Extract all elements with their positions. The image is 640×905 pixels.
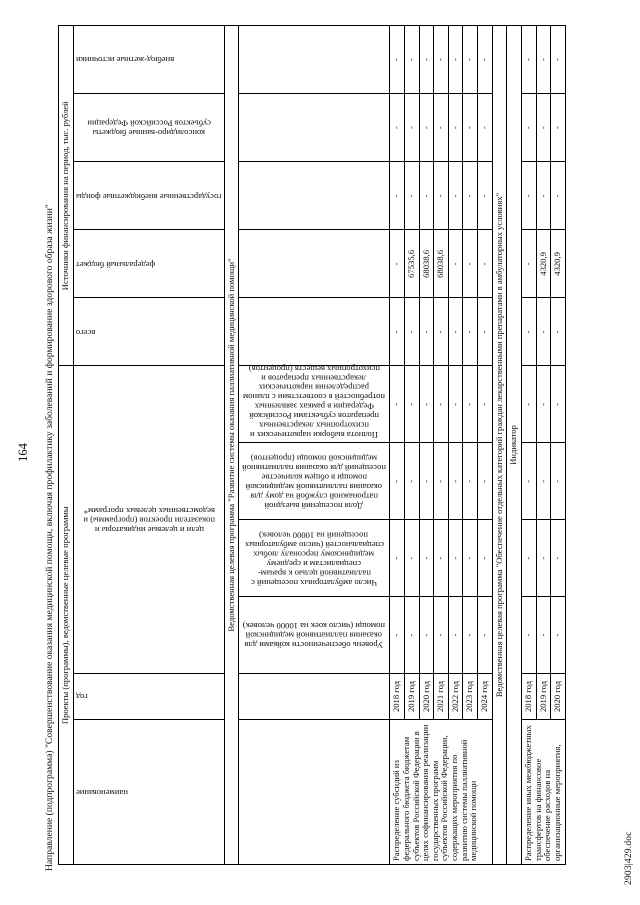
total-value: - — [463, 298, 478, 366]
year-cell: 2024 год — [478, 673, 493, 719]
state-value: - — [404, 162, 419, 230]
subprogram-palliative-row — [224, 26, 239, 865]
federal-value: - — [478, 230, 493, 298]
extrabudget-value: - — [478, 26, 493, 94]
indicator-label: Индикатор — [507, 26, 522, 865]
state-value: - — [463, 162, 478, 230]
section-2-name: Распределение иных межбюджетных трансфертов на финансовое обеспечение расходов на организационные мероприятия, — [521, 720, 565, 865]
year-cell: 2020 год — [551, 673, 566, 719]
state-value: - — [551, 162, 566, 230]
indicator-2-value: - — [419, 520, 434, 597]
indicator-3-value: - — [434, 443, 449, 520]
extrabudget-value: - — [463, 26, 478, 94]
total-value: - — [390, 298, 405, 366]
extrabudget-value: - — [404, 26, 419, 94]
indicator-3-value: - — [390, 443, 405, 520]
indicator-1-value: - — [478, 597, 493, 674]
indicator-header-total-blank — [239, 298, 390, 366]
total-value: - — [448, 298, 463, 366]
table-row — [521, 26, 536, 865]
subprogram-drugs-title: Ведомственная целевая программа "Обеспечение отдельных категорий граждан лекарственными препаратами в амбулаторных условиях" — [492, 26, 507, 865]
indicator-2-value: - — [551, 520, 566, 597]
year-cell: 2019 год — [536, 673, 551, 719]
total-value: - — [478, 298, 493, 366]
year-cell: 2023 год — [463, 673, 478, 719]
col-header-state-extrabudget: государственные внебюджетные фонды — [73, 162, 224, 230]
year-cell: 2022 год — [448, 673, 463, 719]
indicator-3-value: - — [521, 443, 536, 520]
indicator-4-value: - — [478, 366, 493, 443]
indicator-header-consolidated-blank — [239, 94, 390, 162]
federal-value: - — [463, 230, 478, 298]
indicator-header-year-blank — [239, 673, 390, 719]
indicator-3-value: - — [536, 443, 551, 520]
state-value: - — [536, 162, 551, 230]
extrabudget-value: - — [390, 26, 405, 94]
consolidated-value: - — [390, 94, 405, 162]
col-header-year: год — [73, 673, 224, 719]
indicator-3-value: - — [463, 443, 478, 520]
subprogram-palliative-title: Ведомственная целевая программа "Развитие системы оказания паллиативной медицинской помощи" — [224, 26, 239, 865]
indicator-header-3: Доля посещений выездной патронажной службой на дому для оказания паллиативной медицинской помощи в общем количестве посещений для оказания паллиативной медицинской помощи (процентов) — [239, 443, 390, 520]
direction-heading: Направление (подпрограмма) "Совершенствование оказания медицинской помощи, включая профилактику заболеваний и формирование здорового образа жизни" — [44, 204, 55, 871]
indicator-1-value: - — [434, 597, 449, 674]
col-header-federal-budget: федеральный бюджет — [73, 230, 224, 298]
indicator-4-value: - — [463, 366, 478, 443]
federal-value: 4320,9 — [536, 230, 551, 298]
col-header-goals: цели и целевые индикаторы и показатели проектов (программы) и ведомственных целевых программ* — [73, 366, 224, 673]
indicator-2-value: - — [521, 520, 536, 597]
indicator-3-value: - — [478, 443, 493, 520]
indicator-4-value: - — [521, 366, 536, 443]
indicator-1-value: - — [521, 597, 536, 674]
state-value: - — [521, 162, 536, 230]
total-value: - — [551, 298, 566, 366]
page-number: 164 — [16, 443, 30, 462]
year-cell: 2018 год — [521, 673, 536, 719]
consolidated-value: - — [551, 94, 566, 162]
consolidated-value: - — [521, 94, 536, 162]
indicator-header-2: Число амбулаторных посещений с паллиативной целью к врачам-специалистам и среднему медицинскому персоналу любых специальностей (число амбулаторных посещений на 10000 человек) — [239, 520, 390, 597]
indicator-1-value: - — [404, 597, 419, 674]
indicator-1-value: - — [463, 597, 478, 674]
consolidated-value: - — [419, 94, 434, 162]
consolidated-value: - — [536, 94, 551, 162]
year-cell: 2020 год — [419, 673, 434, 719]
col-header-total: всего — [73, 298, 224, 366]
indicator-1-value: - — [419, 597, 434, 674]
year-cell: 2021 год — [434, 673, 449, 719]
indicator-3-value: - — [448, 443, 463, 520]
group-header-sources: Источники финансирования на период, тыс. рублей — [59, 26, 74, 367]
state-value: - — [419, 162, 434, 230]
federal-value: 4320,9 — [551, 230, 566, 298]
state-value: - — [478, 162, 493, 230]
indicator-3-value: - — [551, 443, 566, 520]
state-value: - — [434, 162, 449, 230]
indicator-4-value: - — [551, 366, 566, 443]
extrabudget-value: - — [536, 26, 551, 94]
total-value: - — [404, 298, 419, 366]
indicator-2-value: - — [404, 520, 419, 597]
year-cell: 2018 год — [390, 673, 405, 719]
indicator-2-value: - — [390, 520, 405, 597]
indicator-1-value: - — [536, 597, 551, 674]
indicator-4-value: - — [404, 366, 419, 443]
federal-value: - — [448, 230, 463, 298]
federal-value: - — [390, 230, 405, 298]
extrabudget-value: - — [448, 26, 463, 94]
col-header-extrabudget-sources: внебюд-жетные источники — [73, 26, 224, 94]
extrabudget-value: - — [419, 26, 434, 94]
indicator-4-value: - — [390, 366, 405, 443]
indicator-header-name-blank — [239, 720, 390, 865]
federal-value: 68038,6 — [419, 230, 434, 298]
indicator-2-value: - — [536, 520, 551, 597]
subprogram-drugs-row — [492, 26, 507, 865]
indicator-1-value: - — [390, 597, 405, 674]
indicator-label-row — [507, 26, 522, 865]
document-code: 2903|429.doc — [624, 831, 634, 885]
indicator-4-value: - — [419, 366, 434, 443]
section-1-name: Распределение субсидий из федерального бюджета бюджетам субъектов Российской Федерации в целях софинансирования реализации государственных программ субъектов Российской Федерации, содержащих мероприятия по развитию системы паллиативной медицинской помощи — [390, 720, 492, 865]
indicator-4-value: - — [536, 366, 551, 443]
indicator-header-extrabudget-blank — [239, 26, 390, 94]
state-value: - — [448, 162, 463, 230]
total-value: - — [521, 298, 536, 366]
consolidated-value: - — [478, 94, 493, 162]
federal-value: 68038,6 — [434, 230, 449, 298]
consolidated-value: - — [404, 94, 419, 162]
group-header-projects: Проекты (программы), ведомственные целевые программы — [59, 366, 74, 865]
table-row — [390, 26, 405, 865]
extrabudget-value: - — [551, 26, 566, 94]
consolidated-value: - — [448, 94, 463, 162]
extrabudget-value: - — [521, 26, 536, 94]
consolidated-value: - — [463, 94, 478, 162]
indicator-header-federal-blank — [239, 230, 390, 298]
indicator-2-value: - — [434, 520, 449, 597]
year-cell: 2019 год — [404, 673, 419, 719]
federal-value: - — [521, 230, 536, 298]
indicator-2-value: - — [463, 520, 478, 597]
indicator-1-value: - — [551, 597, 566, 674]
consolidated-value: - — [434, 94, 449, 162]
table-column-header-row — [73, 26, 224, 865]
federal-value: 67535,6 — [404, 230, 419, 298]
indicator-2-value: - — [448, 520, 463, 597]
col-header-name: наименование — [73, 720, 224, 865]
indicator-3-value: - — [404, 443, 419, 520]
table-group-header-row — [59, 26, 74, 865]
indicator-1-value: - — [448, 597, 463, 674]
indicator-header-row — [239, 26, 390, 865]
total-value: - — [419, 298, 434, 366]
col-header-consolidated-budgets: консолидиро-ванные бюджеты субъектов Российской Федерации — [73, 94, 224, 162]
financing-table — [58, 25, 566, 865]
total-value: - — [536, 298, 551, 366]
indicator-4-value: - — [434, 366, 449, 443]
indicator-4-value: - — [448, 366, 463, 443]
indicator-header-1: Уровень обеспеченности койками для оказания паллиативной медицинской помощи (число коек на 10000 человек) — [239, 597, 390, 674]
total-value: - — [434, 298, 449, 366]
state-value: - — [390, 162, 405, 230]
indicator-header-4: Полнота выборки наркотических и психотропных лекарственных препаратов субъектами Российской Федерации в рамках заявленных потребностей в соответствии с планом распределения наркотических лекарственных препаратов и психотропных веществ (процентов) — [239, 366, 390, 443]
indicator-2-value: - — [478, 520, 493, 597]
indicator-header-state-blank — [239, 162, 390, 230]
extrabudget-value: - — [434, 26, 449, 94]
indicator-3-value: - — [419, 443, 434, 520]
